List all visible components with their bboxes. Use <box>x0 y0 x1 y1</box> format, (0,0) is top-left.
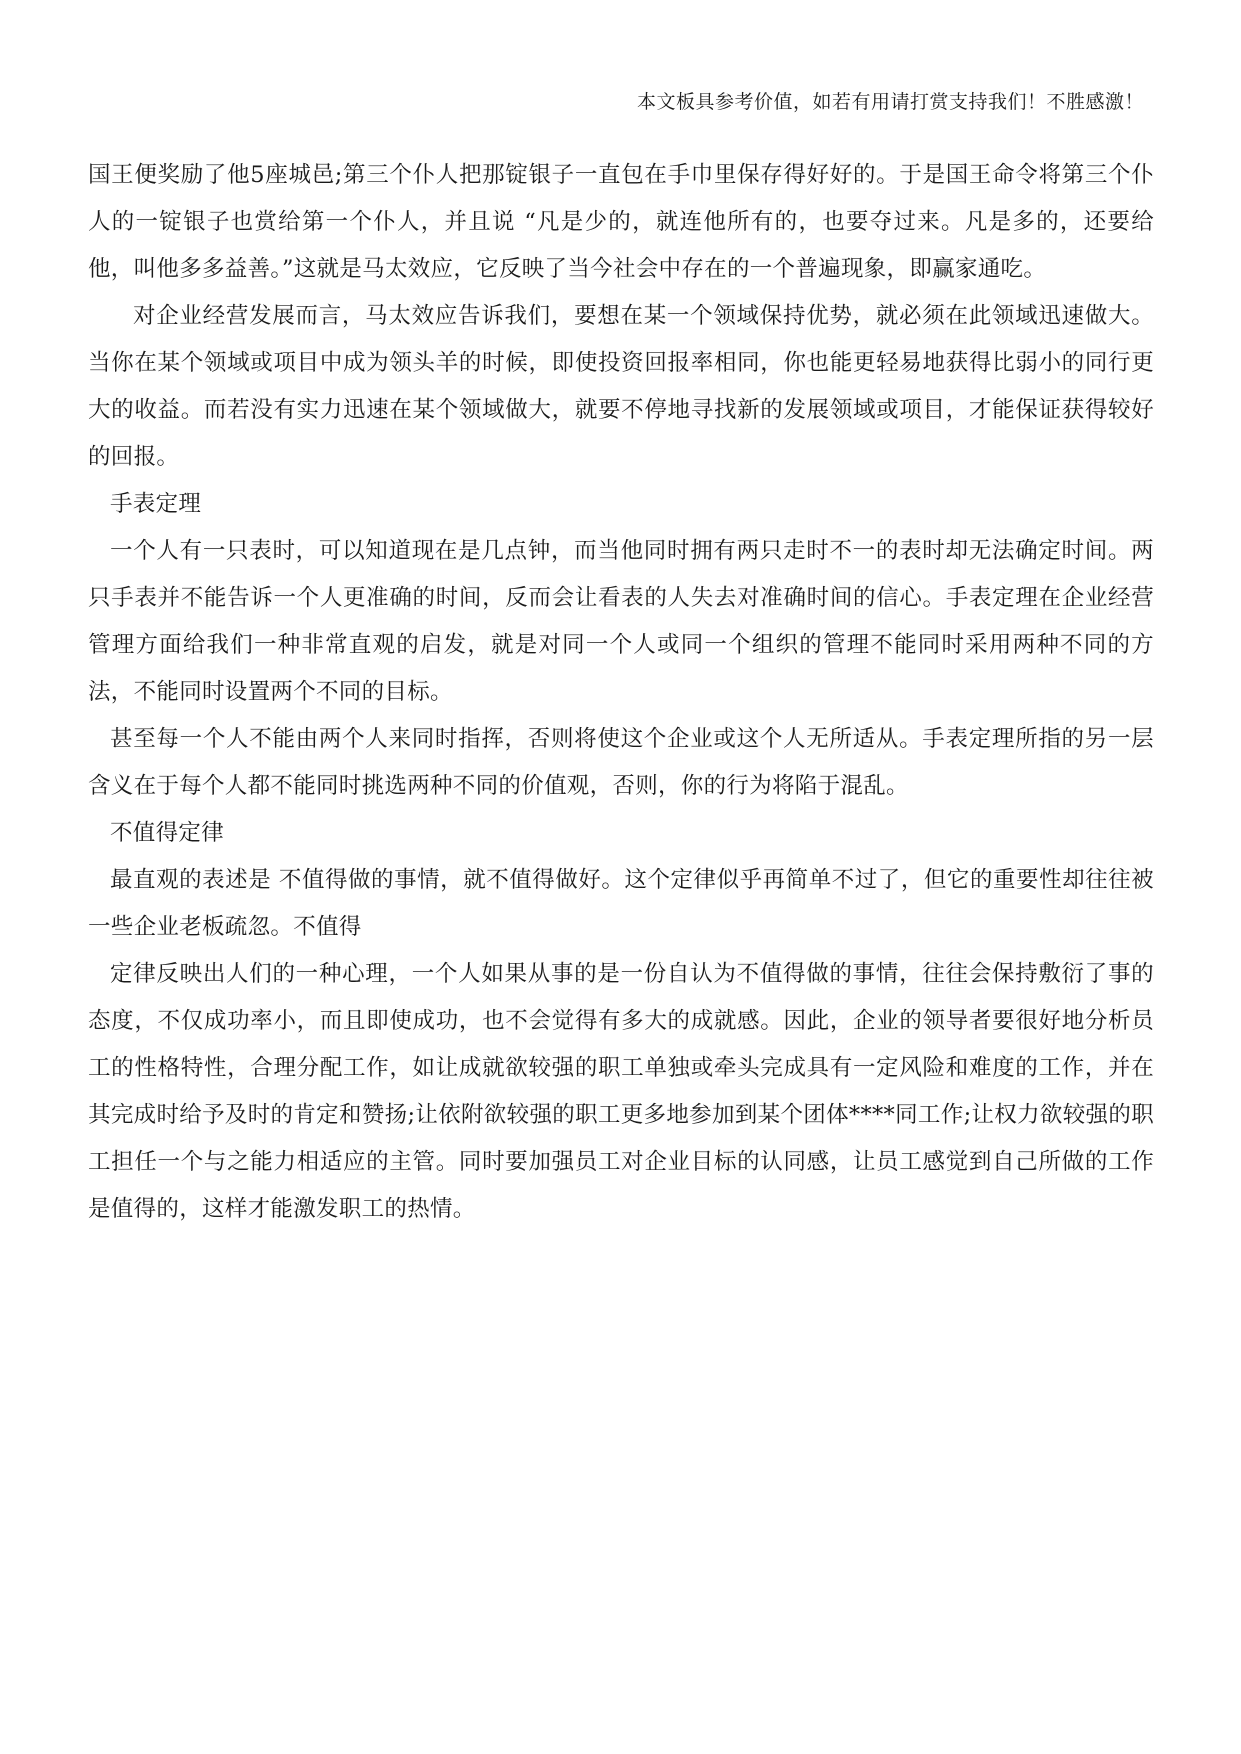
paragraph-matthew-story: 国王便奖励了他5座城邑;第三个仆人把那锭银子一直包在手巾里保存得好好的。于是国王命令将第三个仆人的一锭银子也赏给第一个仆人，并且说 “凡是少的，就连他所有的，也要夺过来。凡是多的，还要给他，叫他多多益善。”这就是马太效应，它反映了当今社会中存在的一个普遍现象，即赢家通吃。 <box>88 162 1154 282</box>
paragraph-not-worth-explanation: 定律反映出人们的一种心理，一个人如果从事的是一份自认为不值得做的事情，往往会保持敷衍了事的态度，不仅成功率小，而且即使成功，也不会觉得有多大的成就感。因此，企业的领导者要很好地分析员工的性格特性，合理分配工作，如让成就欲较强的职工单独或牵头完成具有一定风险和难度的工作，并在其完成时给予及时的肯定和赞扬;让依附欲较强的职工更多地参加到某个团体****同工作;让权力欲较强的职工担任一个与之能力相适应的主管。同时要加强员工对企业目标的认同感，让员工感觉到自己所做的工作是值得的，这样才能激发职工的热情。 <box>88 961 1154 1222</box>
section-heading-watch-law: 手表定理 <box>110 491 202 517</box>
section-heading-not-worth-law: 不值得定律 <box>110 820 225 846</box>
paragraph-matthew-business: 对企业经营发展而言，马太效应告诉我们，要想在某一个领域保持优势，就必须在此领域迅速做大。当你在某个领域或项目中成为领头羊的时候，即使投资回报率相同，你也能更轻易地获得比弱小的同行更大的收益。而若没有实力迅速在某个领域做大，就要不停地寻找新的发展领域或项目，才能保证获得较好的回报。 <box>88 303 1154 470</box>
header-note: 本文板具参考价值，如若有用请打赏支持我们！不胜感激！ <box>636 91 1144 113</box>
paragraph-watch-law: 一个人有一只表时，可以知道现在是几点钟，而当他同时拥有两只走时不一的表时却无法确定时间。两只手表并不能告诉一个人更准确的时间，反而会让看表的人失去对准确时间的信心。手表定理在企业经营管理方面给我们一种非常直观的启发，就是对同一个人或同一个组织的管理不能同时采用两种不同的方法，不能同时设置两个不同的目标。 <box>88 538 1154 705</box>
paragraph-not-worth-definition: 最直观的表述是 不值得做的事情，就不值得做好。这个定律似乎再简单不过了，但它的重要性却往往被一些企业老板疏忽。不值得 <box>88 867 1154 940</box>
paragraph-watch-law-meaning: 甚至每一个人不能由两个人来同时指挥，否则将使这个企业或这个人无所适从。手表定理所指的另一层含义在于每个人都不能同时挑选两种不同的价值观，否则，你的行为将陷于混乱。 <box>88 726 1154 799</box>
document-body <box>88 152 1154 1233</box>
